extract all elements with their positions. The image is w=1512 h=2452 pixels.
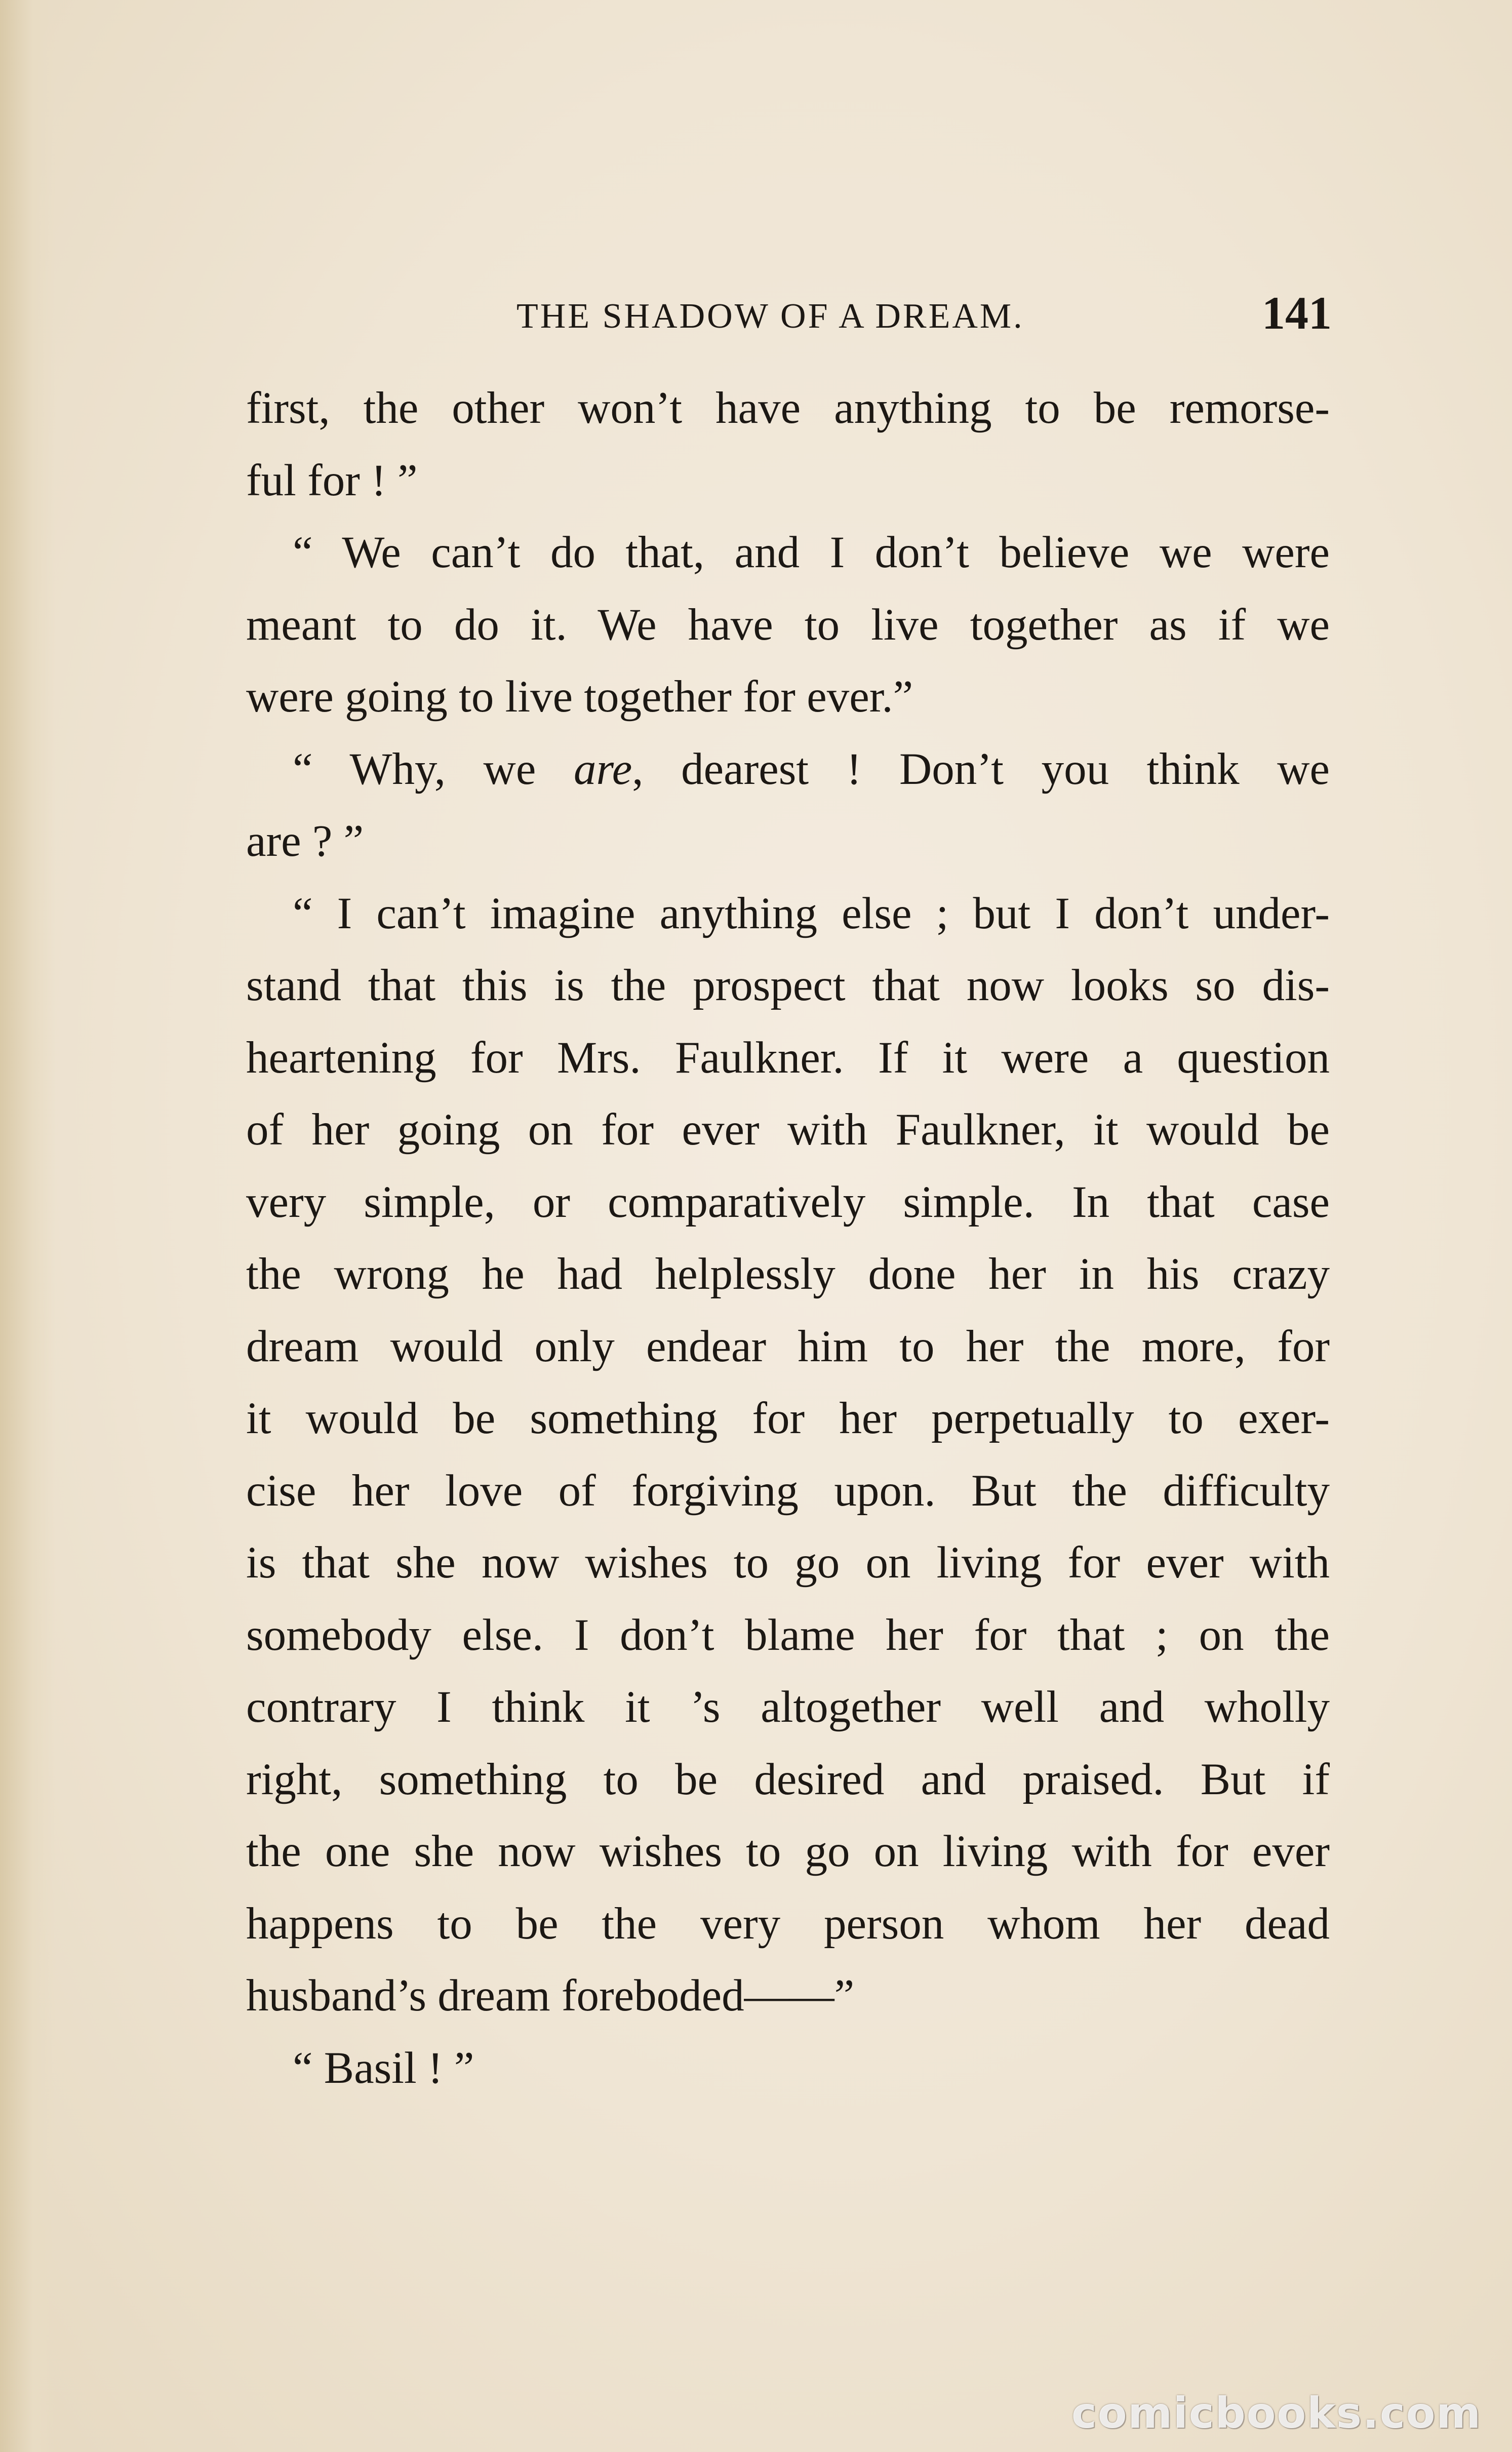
- text-line: it would be something for her perpetually to exer-: [246, 1394, 1330, 1443]
- text-line: were going to live together for ever.”: [246, 672, 913, 722]
- page-header: [243, 281, 1332, 342]
- emphasis-are: are: [573, 744, 632, 794]
- text-line: is that she now wishes to go on living for ever with: [246, 1538, 1330, 1588]
- text-line: very simple, or comparatively simple. In that case: [246, 1177, 1330, 1227]
- text-line: of her going on for ever with Faulkner, it would be: [246, 1105, 1330, 1155]
- text-line: stand that this is the prospect that now looks so dis-: [246, 961, 1330, 1010]
- text-line: first, the other won’t have anything to be remorse-: [246, 383, 1330, 433]
- text-line: meant to do it. We have to live together as if we: [246, 600, 1330, 650]
- text-line: cise her love of forgiving upon. But the difficulty: [246, 1466, 1330, 1516]
- text-line: happens to be the very person whom her dead: [246, 1899, 1330, 1949]
- text-line: dream would only endear him to her the more, for: [246, 1321, 1330, 1371]
- text-line: right, something to be desired and praised. But if: [246, 1754, 1330, 1804]
- text-line: the one she now wishes to go on living with for ever: [246, 1827, 1330, 1876]
- text-line: “ We can’t do that, and I don’t believe we were: [293, 528, 1330, 577]
- page-number: 141: [1262, 287, 1332, 339]
- text-line: “ I can’t imagine anything else ; but I don’t under-: [293, 888, 1330, 938]
- watermark: comicbooks.com: [1071, 2388, 1482, 2438]
- page-gutter-shadow: [0, 0, 56, 2452]
- text-line: “ Why, we are, dearest ! Don’t you think we: [293, 744, 1330, 794]
- text-line: “ Basil ! ”: [293, 2043, 474, 2093]
- text-line: are ? ”: [246, 816, 364, 866]
- running-head: THE SHADOW OF A DREAM.: [516, 297, 1024, 336]
- text-line: heartening for Mrs. Faulkner. If it were a question: [246, 1033, 1330, 1083]
- text-line: husband’s dream foreboded——”: [246, 1971, 855, 2021]
- text-line: contrary I think it ’s altogether well and wholly: [246, 1682, 1330, 1732]
- body-text: [246, 372, 1330, 2104]
- text-line: the wrong he had helplessly done her in his crazy: [246, 1249, 1330, 1299]
- text-line: somebody else. I don’t blame her for that ; on the: [246, 1610, 1330, 1660]
- text-line: ful for ! ”: [246, 455, 418, 505]
